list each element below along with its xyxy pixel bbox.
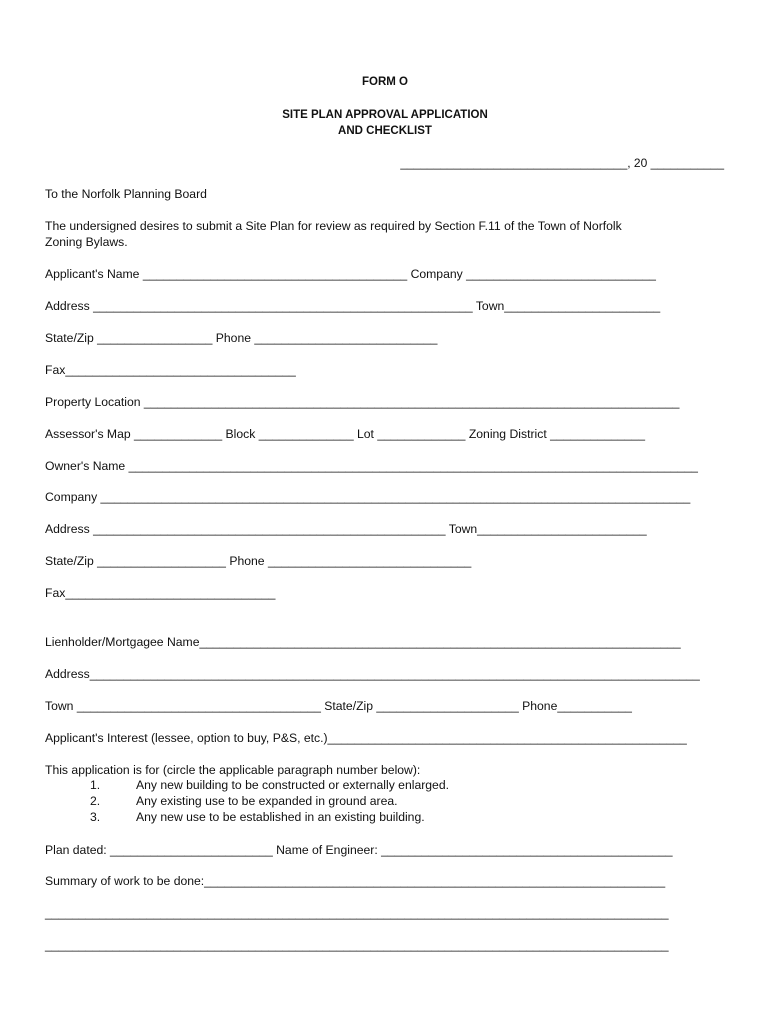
- summary-blank-line-1[interactable]: ____________________________________________________________________________________________: [45, 906, 669, 920]
- list-item-number[interactable]: 1.: [90, 778, 101, 792]
- form-title-line1: SITE PLAN APPROVAL APPLICATION: [282, 109, 488, 121]
- applicant-fax-field[interactable]: Fax__________________________________: [45, 363, 296, 377]
- summary-blank-line-2[interactable]: ____________________________________________________________________________________________: [45, 938, 669, 952]
- owner-name-field[interactable]: Owner's Name ____________________________________________________________________________________: [45, 459, 698, 473]
- date-line: __________________________________, 20 ___________: [400, 156, 724, 170]
- list-item-number[interactable]: 2.: [90, 794, 101, 808]
- applicant-name-field[interactable]: Applicant's Name _______________________________________ Company ____________________________: [45, 267, 656, 281]
- form-label: FORM O: [362, 76, 408, 88]
- form-title-line2: AND CHECKLIST: [338, 125, 432, 137]
- summary-of-work-field[interactable]: Summary of work to be done:____________________________________________________________________: [45, 874, 666, 888]
- applicant-interest-field[interactable]: Applicant's Interest (lessee, option to buy, P&S, etc.)_____________________________________________________: [45, 731, 687, 745]
- lienholder-address-field[interactable]: Address__________________________________________________________________________________________: [45, 667, 700, 681]
- salutation: To the Norfolk Planning Board: [45, 187, 207, 201]
- owner-address-field[interactable]: Address ____________________________________________________ Town_________________________: [45, 522, 647, 536]
- lienholder-name-field[interactable]: Lienholder/Mortgagee Name_______________________________________________________________________: [45, 635, 681, 649]
- intro-body-line1: The undersigned desires to submit a Site Plan for review as required by Section F.11 of the Town of Norfolk: [45, 219, 622, 233]
- parcel-info-field[interactable]: Assessor's Map _____________ Block ______________ Lot _____________ Zoning District ______________: [45, 427, 645, 441]
- owner-statezip-field[interactable]: State/Zip ___________________ Phone ______________________________: [45, 554, 472, 568]
- list-item: Any new use to be established in an existing building.: [136, 810, 425, 824]
- list-item-number[interactable]: 3.: [90, 810, 101, 824]
- list-item: Any existing use to be expanded in ground area.: [136, 794, 398, 808]
- property-location-field[interactable]: Property Location _______________________________________________________________________________: [45, 395, 680, 409]
- owner-company-field[interactable]: Company _______________________________________________________________________________________: [45, 490, 691, 504]
- lienholder-town-field[interactable]: Town ____________________________________ State/Zip _____________________ Phone___________: [45, 699, 632, 713]
- intro-body-line2: Zoning Bylaws.: [45, 235, 128, 249]
- application-for-intro: This application is for (circle the applicable paragraph number below):: [45, 763, 421, 777]
- plan-dated-field[interactable]: Plan dated: ________________________ Name of Engineer: ___________________________________________: [45, 843, 673, 857]
- applicant-statezip-field[interactable]: State/Zip _________________ Phone ___________________________: [45, 331, 438, 345]
- applicant-address-field[interactable]: Address ________________________________________________________ Town_______________________: [45, 299, 661, 313]
- owner-fax-field[interactable]: Fax_______________________________: [45, 586, 276, 600]
- list-item: Any new building to be constructed or externally enlarged.: [136, 778, 450, 792]
